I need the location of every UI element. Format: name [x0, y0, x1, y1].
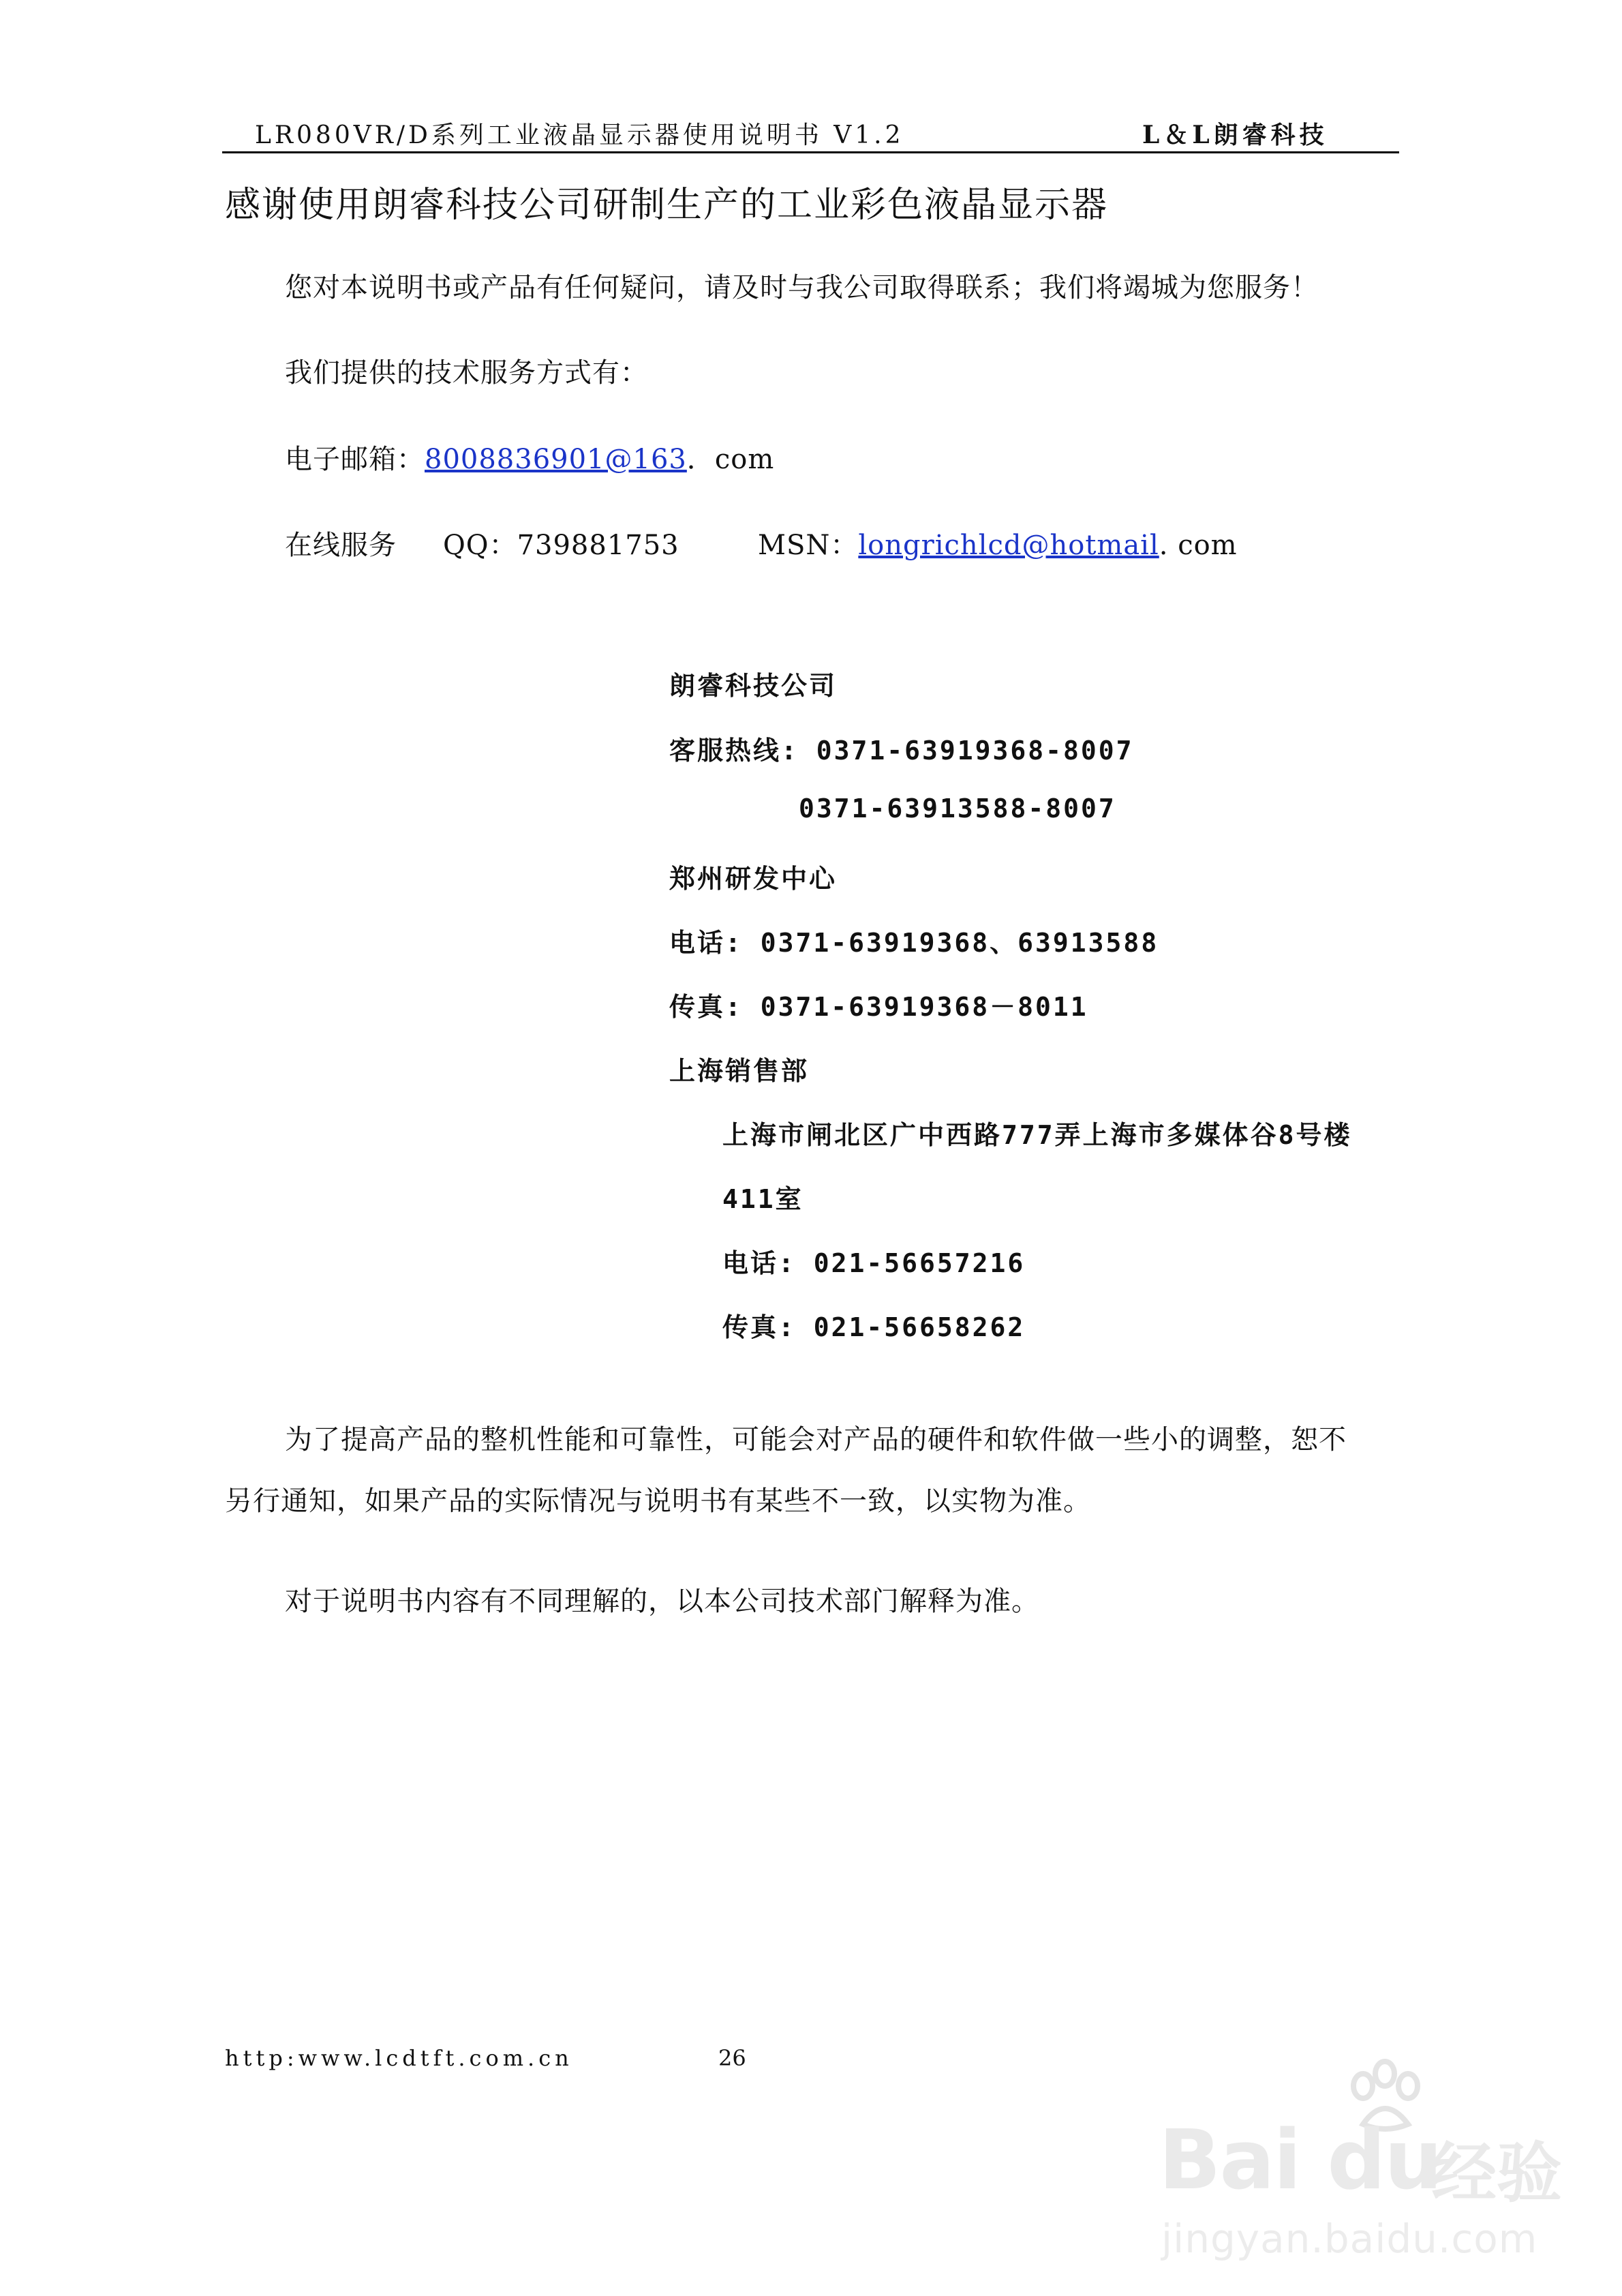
watermark-cn: 经验: [1431, 2135, 1562, 2211]
baidu-jingyan-watermark: [1159, 2059, 1581, 2277]
msn-line: [758, 524, 1238, 562]
hotline-2: 0371-63913588-8007: [799, 794, 1116, 824]
shanghai-fax: 传真: 021-56658262: [722, 1312, 1026, 1342]
header-company: L＆L朗睿科技: [1142, 121, 1328, 149]
watermark-url: jingyan.baidu.com: [1161, 2216, 1538, 2262]
email-suffix: ．com: [686, 444, 775, 475]
intro-line-2: 我们提供的技术服务方式有：: [285, 357, 648, 389]
watermark-brand: Bai du: [1159, 2113, 1441, 2208]
shanghai-phone: 电话: 021-56657216: [722, 1248, 1026, 1278]
online-service-label: 在线服务: [285, 530, 397, 561]
page-number: 26: [718, 2045, 746, 2071]
msn-label: MSN：: [758, 530, 859, 561]
footer-url: http:www.lcdtft.com.cn: [225, 2045, 573, 2071]
msn-link[interactable]: longrichlcd@hotmail: [858, 530, 1159, 561]
shanghai-address-2: 411室: [722, 1184, 804, 1214]
rd-center-heading: 郑州研发中心: [669, 864, 838, 894]
header-doc-title: LR080VR/D系列工业液晶显示器使用说明书 V1.2: [255, 121, 904, 149]
rd-fax: 传真: 0371-63919368－8011: [669, 992, 1088, 1022]
email-line: [285, 438, 774, 477]
shanghai-address-1: 上海市闸北区广中西路777弄上海市多媒体谷8号楼: [722, 1120, 1352, 1150]
msn-suffix: . com: [1159, 530, 1238, 561]
intro-line-1: 您对本说明书或产品有任何疑问，请及时与我公司取得联系；我们将竭城为您服务！: [285, 272, 1319, 303]
notice-line-1: 为了提高产品的整机性能和可靠性，可能会对产品的硬件和软件做一些小的调整，恕不: [285, 1424, 1347, 1455]
qq-number: QQ：739881753: [443, 530, 679, 561]
company-name: 朗睿科技公司: [669, 671, 838, 701]
interpretation-notice: 对于说明书内容有不同理解的，以本公司技术部门解释为准。: [285, 1586, 1039, 1617]
email-link[interactable]: 8008836901@163: [425, 444, 687, 475]
shanghai-sales-heading: 上海销售部: [669, 1056, 810, 1086]
email-label: 电子邮箱：: [285, 444, 425, 475]
header-divider: [222, 151, 1399, 153]
hotline: 客服热线: 0371-63919368-8007: [669, 736, 1134, 766]
page-title: 感谢使用朗睿科技公司研制生产的工业彩色液晶显示器: [225, 185, 1109, 226]
notice-line-2: 另行通知，如果产品的实际情况与说明书有某些不一致，以实物为准。: [225, 1485, 1091, 1517]
rd-phone: 电话: 0371-63919368、63913588: [669, 928, 1159, 958]
